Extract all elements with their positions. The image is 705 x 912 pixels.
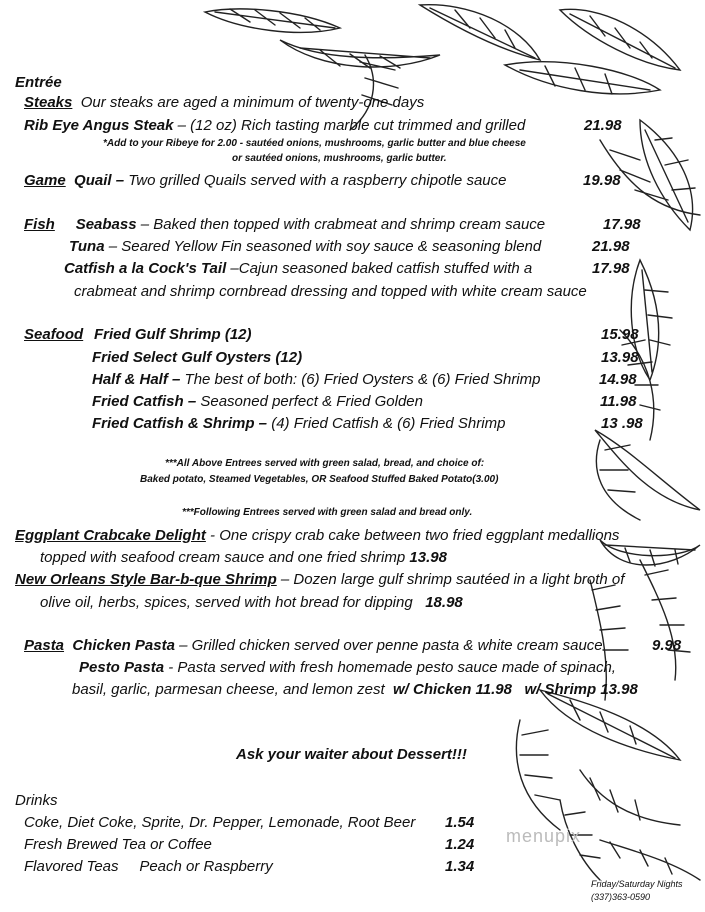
game-label: Game xyxy=(24,172,66,189)
quail-price: 19.98 xyxy=(583,172,621,189)
steaks-intro: Our steaks are aged a minimum of twenty-one days xyxy=(80,94,425,111)
seafood-item-name: Half & Half – xyxy=(92,371,181,388)
ribeye-note-1: *Add to your Ribeye for 2.00 - sautéed onions, mushrooms, garlic butter and blue cheese xyxy=(103,138,526,149)
catfish-desc-1: –Cajun seasoned baked catfish stuffed with a xyxy=(230,260,533,277)
dessert-note: Ask your waiter about Dessert!!! xyxy=(236,746,467,763)
pesto-shrimp-price: w/ Shrimp 13.98 xyxy=(524,681,638,698)
pasta-row xyxy=(24,637,603,655)
entree-note-2: Baked potato, Steamed Vegetables, OR Seafood Stuffed Baked Potato(3.00) xyxy=(140,474,499,485)
catfish-row xyxy=(64,260,532,278)
seafood-item-desc: (4) Fried Catfish & (6) Fried Shrimp xyxy=(271,415,506,432)
eggplant-price: 13.98 xyxy=(409,549,447,566)
drink-item-price: 1.54 xyxy=(445,814,475,831)
seabass-desc: – Baked then topped with crabmeat and shrimp cream sauce xyxy=(140,216,546,233)
bbq-desc-1: – Dozen large gulf shrimp sautéed in a light broth of xyxy=(280,571,625,588)
chicken-pasta-desc: – Grilled chicken served over penne pasta & white cream sauce xyxy=(179,637,603,654)
tuna-price: 21.98 xyxy=(592,238,630,255)
watermark: menupix xyxy=(506,826,582,846)
tuna-row xyxy=(69,238,541,256)
pesto-pasta-desc-1: - Pasta served with fresh homemade pesto sauce made of spinach, xyxy=(168,659,616,676)
bbq-price: 18.98 xyxy=(425,594,463,611)
bbq-name: New Orleans Style Bar-b-que Shrimp xyxy=(15,571,277,588)
footer-hours: Friday/Saturday Nights xyxy=(591,879,683,889)
pesto-row-2 xyxy=(72,681,638,699)
seafood-item xyxy=(92,393,423,411)
ribeye-name: Rib Eye Angus Steak xyxy=(24,117,174,134)
chicken-pasta-price: 9.98 xyxy=(652,637,682,654)
seafood-item-price: 14.98 xyxy=(599,371,637,388)
quail-desc: Two grilled Quails served with a raspberry chipotle sauce xyxy=(128,172,507,189)
drink-item-name: Coke, Diet Coke, Sprite, Dr. Pepper, Lemonade, Root Beer xyxy=(24,814,416,831)
seafood-item-name: Fried Catfish & Shrimp – xyxy=(92,415,268,432)
seafood-item-price: 13 .98 xyxy=(601,415,643,432)
entree-note-3: ***Following Entrees served with green salad and bread only. xyxy=(182,507,473,518)
ribeye-note-2: or sautéed onions, mushrooms, garlic butter. xyxy=(232,153,447,164)
bbq-row-2 xyxy=(40,594,463,612)
catfish-desc-2: crabmeat and shrimp cornbread dressing and topped with white cream sauce xyxy=(74,283,587,300)
seabass-name: Seabass xyxy=(75,216,137,233)
game-row xyxy=(24,172,506,190)
seafood-item-price: 13.98 xyxy=(601,349,639,366)
seabass-price: 17.98 xyxy=(603,216,641,233)
fish-row xyxy=(24,216,545,234)
tuna-name: Tuna xyxy=(69,238,105,255)
seafood-item xyxy=(92,349,302,367)
ribeye-desc: – (12 oz) Rich tasting marble cut trimmed and grilled xyxy=(177,117,526,134)
quail-name: Quail – xyxy=(74,172,125,189)
seafood-item-name: Fried Catfish – xyxy=(92,393,197,410)
seafood-item xyxy=(94,326,252,344)
steaks-label: Steaks xyxy=(24,94,73,111)
seafood-item-desc: Seasoned perfect & Fried Golden xyxy=(200,393,423,410)
seafood-item xyxy=(92,415,505,433)
pasta-label: Pasta xyxy=(24,637,65,654)
pesto-pasta-name: Pesto Pasta xyxy=(79,659,165,676)
drink-item-price: 1.24 xyxy=(445,836,475,853)
pesto-pasta-desc-2: basil, garlic, parmesan cheese, and lemon zest xyxy=(72,681,385,698)
seafood-item-name: Fried Select Gulf Oysters (12) xyxy=(92,349,303,366)
pesto-chicken-price: w/ Chicken 11.98 xyxy=(393,681,512,698)
eggplant-desc-2: topped with seafood cream sauce and one fried shrimp xyxy=(40,549,406,566)
drink-item-price: 1.34 xyxy=(445,858,475,875)
seafood-item-name: Fried Gulf Shrimp (12) xyxy=(94,326,252,343)
pesto-row xyxy=(79,659,616,677)
drink-item-name: Fresh Brewed Tea or Coffee xyxy=(24,836,212,853)
drinks-heading: Drinks xyxy=(15,792,58,809)
seafood-item xyxy=(92,371,540,389)
seafood-item-price: 15.98 xyxy=(601,326,639,343)
catfish-price: 17.98 xyxy=(592,260,630,277)
tuna-desc: – Seared Yellow Fin seasoned with soy sauce & seasoning blend xyxy=(108,238,542,255)
catfish-name: Catfish a la Cock's Tail xyxy=(64,260,227,277)
seafood-item-price: 11.98 xyxy=(600,393,637,410)
entree-note-1: ***All Above Entrees served with green salad, bread, and choice of: xyxy=(165,458,485,469)
fish-label: Fish xyxy=(24,216,55,233)
eggplant-desc-1: - One crispy crab cake between two fried eggplant medallions xyxy=(210,527,620,544)
bbq-row xyxy=(15,571,624,589)
footer-phone: (337)363-0590 xyxy=(591,892,651,902)
eggplant-name: Eggplant Crabcake Delight xyxy=(15,527,206,544)
bbq-desc-2: olive oil, herbs, spices, served with hot bread for dipping xyxy=(40,594,413,611)
ribeye-price: 21.98 xyxy=(584,117,622,134)
entree-heading: Entrée xyxy=(15,74,62,91)
chicken-pasta-name: Chicken Pasta xyxy=(72,637,175,654)
seafood-item-desc: The best of both: (6) Fried Oysters & (6) Fried Shrimp xyxy=(184,371,541,388)
drink-item-name: Flavored Teas Peach or Raspberry xyxy=(24,858,273,875)
seafood-label: Seafood xyxy=(24,326,84,343)
ribeye-row xyxy=(24,117,525,135)
eggplant-row-2 xyxy=(40,549,447,567)
eggplant-row xyxy=(15,527,619,545)
steaks-row xyxy=(24,94,424,112)
